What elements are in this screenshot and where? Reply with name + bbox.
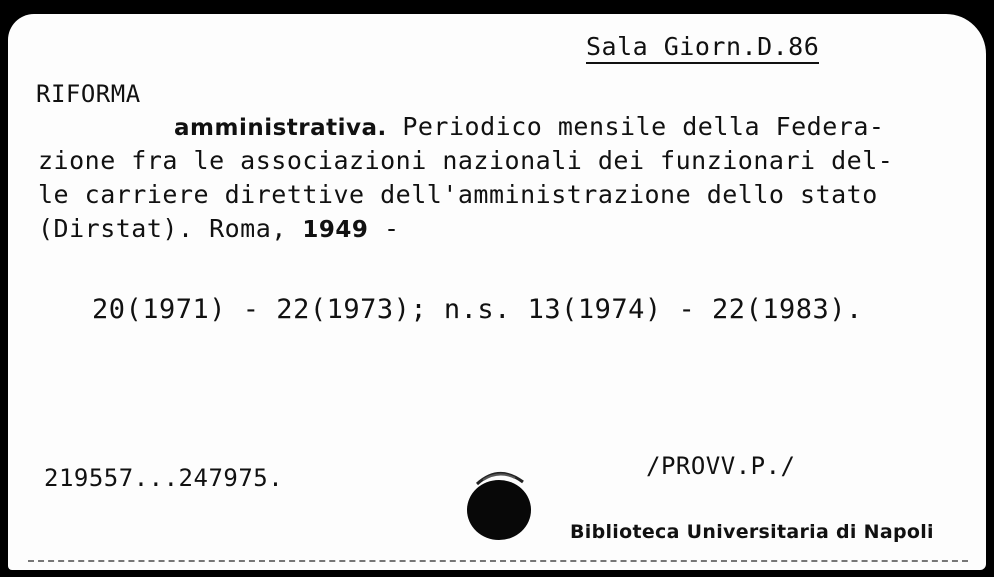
title-bold: amministrativa. <box>174 115 387 141</box>
library-seal-icon <box>463 462 535 540</box>
inventory-range: 219557...247975. <box>44 464 284 492</box>
description-line-3: le carriere direttive dell'amministrazione dello stato <box>38 180 878 209</box>
publication-year: 1949 <box>302 217 369 243</box>
call-number: Sala Giorn.D.86 <box>586 32 819 64</box>
library-name: Biblioteca Universitaria di Napoli <box>570 521 934 543</box>
description-line-4 <box>38 214 400 243</box>
holdings-statement: 20(1971) - 22(1973); n.s. 13(1974) - 22(1983). <box>92 294 863 325</box>
bottom-dashed-edge <box>28 560 968 562</box>
provenance-note: /PROVV.P./ <box>646 452 796 480</box>
open-range-dash: - <box>368 214 400 243</box>
description-line-1 <box>174 112 884 141</box>
description-text-1: Periodico mensile della Federa- <box>386 112 885 141</box>
catalog-card <box>8 14 986 570</box>
description-line-2: zione fra le associazioni nazionali dei funzionari del- <box>38 146 894 175</box>
publication-place: (Dirstat). Roma, <box>38 214 303 243</box>
heading-word: RIFORMA <box>36 80 141 108</box>
